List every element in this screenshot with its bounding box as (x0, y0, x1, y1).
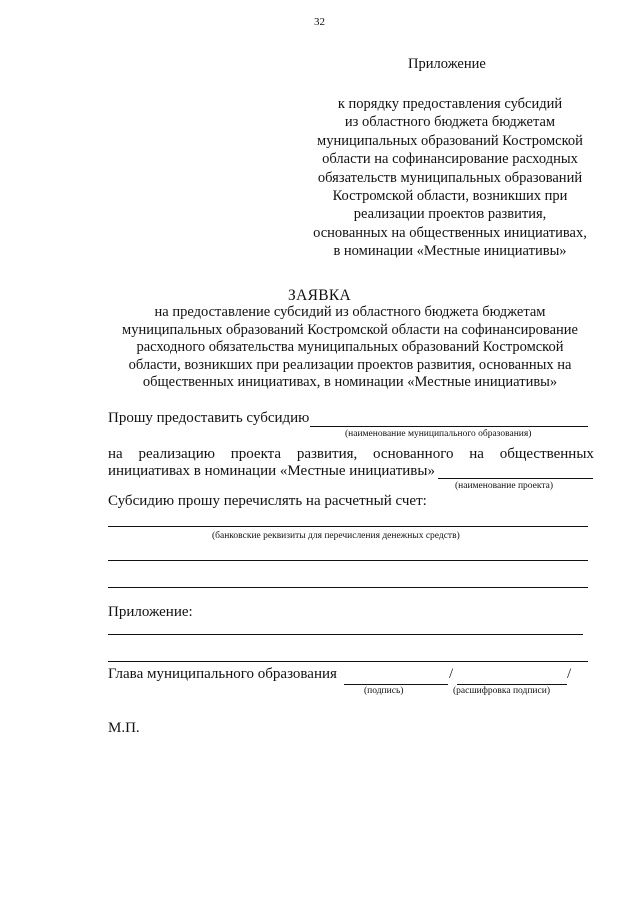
decode-field-line[interactable] (457, 684, 567, 685)
appendix-line: к порядку предоставления субсидий (337, 96, 563, 112)
slash-separator-end: / (567, 666, 572, 682)
appendix-line: основанных на общественных инициативах, (313, 224, 587, 241)
appendix-line: в номинации «Местные инициативы» (333, 243, 567, 260)
project-word: развития, (296, 446, 358, 462)
page-number: 32 (314, 16, 325, 28)
subtitle-line: на предоставление субсидий из областного бюджета бюджетам (154, 304, 546, 320)
account-label: Субсидию прошу перечислять на расчетный счет: (108, 493, 427, 509)
attachment-field-line-1[interactable] (108, 634, 583, 635)
project-word: реализацию (138, 446, 215, 462)
appendix-line: из областного бюджета бюджетам (344, 114, 556, 131)
appendix-line: муниципальных образований Костромской (317, 132, 583, 149)
municipality-hint: (наименование муниципального образования) (345, 429, 532, 439)
appendix-title: Приложение (408, 56, 486, 72)
appendix-line: реализации проектов развития, (353, 206, 547, 223)
application-title: ЗАЯВКА (288, 287, 351, 304)
account-field-line-3[interactable] (108, 587, 588, 588)
request-label: Прошу предоставить субсидию (108, 410, 310, 426)
project-word: на (469, 446, 484, 462)
application-subtitle (105, 304, 595, 392)
project-field-line[interactable] (438, 478, 593, 479)
subtitle-line: общественных инициативах, в номинации «Местные инициативы» (142, 374, 558, 390)
subtitle-line: расходного обязательства муниципальных образований Костромской (136, 339, 564, 355)
subtitle-line: муниципальных образований Костромской области на софинансирование (122, 321, 578, 338)
appendix-line: обязательств муниципальных образований (317, 169, 583, 186)
appendix-line: области на софинансирование расходных (322, 151, 578, 168)
signature-field-line[interactable] (344, 684, 448, 685)
project-hint: (наименование проекта) (455, 481, 554, 491)
project-line-1 (108, 446, 594, 463)
project-line-2: инициативах в номинации «Местные инициативы» (108, 463, 435, 479)
account-field-line-1[interactable] (108, 526, 588, 527)
municipality-field-line[interactable] (310, 426, 588, 427)
appendix-line: Костромской области, возникших при (332, 188, 568, 205)
project-word: основанного (373, 446, 454, 462)
slash-separator: / (449, 666, 454, 682)
project-word: проекта (230, 446, 282, 462)
signature-hint: (подпись) (364, 686, 404, 696)
decode-hint: (расшифровка подписи) (453, 686, 550, 696)
bank-hint: (банковские реквизиты для перечисления денежных средств) (212, 531, 460, 541)
attachment-field-line-2[interactable] (108, 661, 588, 662)
stamp-label: М.П. (108, 720, 140, 736)
attachment-label: Приложение: (108, 604, 193, 620)
subtitle-line: области, возникших при реализации проектов развития, основанных на (128, 356, 572, 373)
project-word: общественных (499, 446, 594, 462)
head-label: Глава муниципального образования (108, 666, 337, 682)
appendix-text (300, 95, 600, 261)
project-word: на (108, 446, 123, 462)
account-field-line-2[interactable] (108, 560, 588, 561)
